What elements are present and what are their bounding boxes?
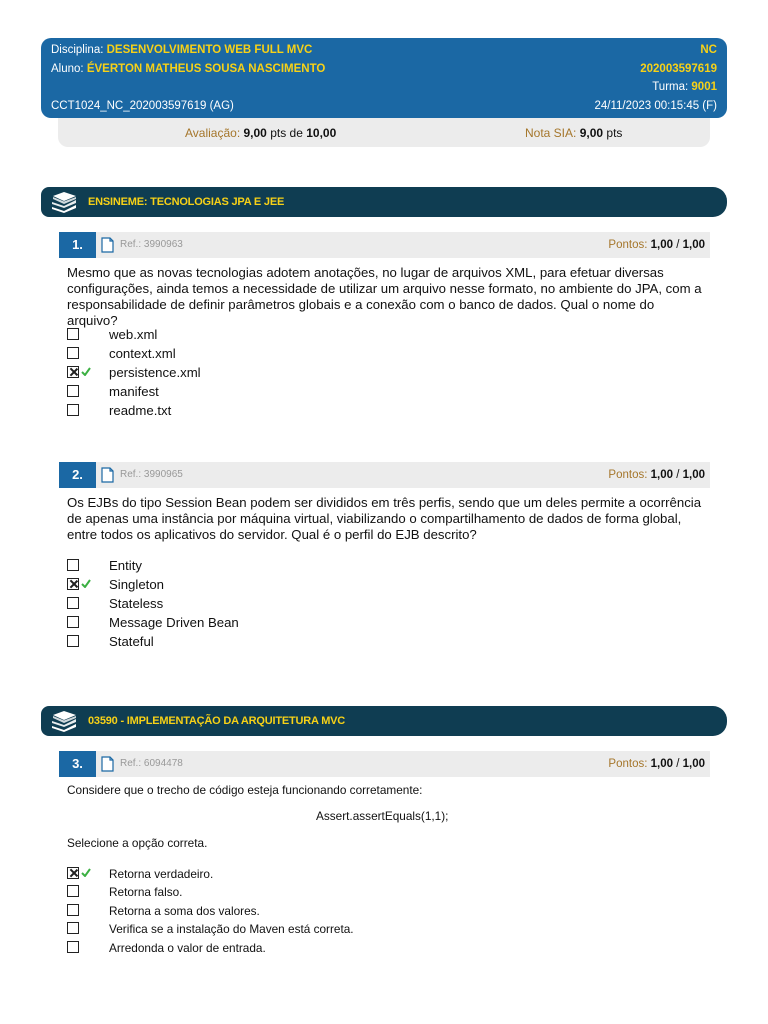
code-snippet: Assert.assertEquals(1,1);: [316, 809, 449, 823]
question-prompt: Selecione a opção correta.: [67, 836, 208, 850]
checkbox[interactable]: [67, 616, 79, 628]
checkbox[interactable]: [67, 941, 79, 953]
option-text: Stateful: [109, 634, 154, 649]
student-id: 202003597619: [640, 63, 717, 75]
sia-score-value: 9,00: [579, 126, 604, 140]
sia-label: Nota SIA:: [525, 126, 577, 140]
option-text: Verifica se a instalação do Maven está correta.: [109, 922, 354, 937]
checkbox-checked[interactable]: [67, 578, 79, 590]
student-label: Aluno:: [51, 63, 84, 75]
question-number: 1.: [59, 232, 96, 258]
correct-check-icon: [81, 367, 91, 376]
checkbox[interactable]: [67, 328, 79, 340]
question-number: 3.: [59, 751, 96, 777]
section-header: [41, 187, 727, 217]
books-icon: [49, 710, 79, 732]
course-code: CCT1024_NC_202003597619 (AG): [51, 100, 234, 112]
checkbox[interactable]: [67, 904, 79, 916]
points-label: Pontos:: [608, 239, 648, 251]
points-max: 1,00: [682, 469, 705, 481]
option-text: manifest: [109, 384, 159, 399]
header-row-student: [51, 63, 717, 75]
option-text: Singleton: [109, 577, 164, 592]
question-ref: Ref.: 3990965: [120, 469, 183, 480]
section-title: 03590 - IMPLEMENTAÇÃO DA ARQUITETURA MVC: [88, 715, 346, 727]
student-name: ÉVERTON MATHEUS SOUSA NASCIMENTO: [86, 63, 326, 75]
evaluation-score: [185, 126, 336, 140]
header-row-course: [51, 100, 717, 112]
option-text: context.xml: [109, 346, 176, 361]
correct-check-icon: [81, 579, 91, 588]
checkbox[interactable]: [67, 559, 79, 571]
question-points: [608, 469, 705, 481]
points-sep: /: [676, 469, 680, 481]
option-text: Retorna a soma dos valores.: [109, 903, 260, 918]
exam-datetime: 24/11/2023 00:15:45 (F): [594, 100, 717, 112]
option-text: Arredonda o valor de entrada.: [109, 940, 266, 955]
sia-score: [525, 126, 622, 140]
section-header: [41, 706, 727, 736]
points-value: 1,00: [650, 469, 673, 481]
points-max: 1,00: [682, 758, 705, 770]
checkbox-checked[interactable]: [67, 366, 79, 378]
evaluation-score-value: 9,00: [243, 126, 267, 140]
option-text: Retorna verdadeiro.: [109, 867, 214, 881]
points-value: 1,00: [650, 758, 673, 770]
option-text: web.xml: [109, 327, 158, 342]
section-title: ENSINEME: TECNOLOGIAS JPA E JEE: [88, 196, 285, 208]
checkbox[interactable]: [67, 404, 79, 416]
option-text: Message Driven Bean: [109, 615, 239, 630]
discipline-label: Disciplina:: [51, 44, 104, 56]
turma-label: Turma:: [652, 81, 689, 93]
exam-header: [41, 38, 727, 118]
document-icon[interactable]: [101, 756, 114, 772]
points-sep: /: [676, 239, 680, 251]
sia-unit: pts: [606, 126, 623, 140]
discipline-name: DESENVOLVIMENTO WEB FULL MVC: [106, 44, 313, 56]
evaluation-label: Avaliação:: [185, 126, 241, 140]
option-text: Stateless: [109, 596, 164, 611]
checkbox[interactable]: [67, 635, 79, 647]
option-text: Retorna falso.: [109, 885, 183, 900]
question-ref: Ref.: 3990963: [120, 239, 183, 250]
evaluation-mid: pts de: [270, 126, 303, 140]
points-sep: /: [676, 758, 680, 770]
question-points: [608, 758, 705, 770]
option-text: readme.txt: [109, 403, 172, 418]
question-bar: [59, 462, 710, 488]
question-text: Os EJBs do tipo Session Bean podem ser divididos em três perfis, sendo que um deles permite a ocorrência de apenas uma instância por máquina virtual, viabilizando o compartilhamento de dados de forma global, entre todos os aplicativos do servidor. Qual é o perfil do EJB descrito?: [67, 495, 702, 542]
points-max: 1,00: [682, 239, 705, 251]
checkbox[interactable]: [67, 347, 79, 359]
points-label: Pontos:: [608, 758, 648, 770]
question-ref: Ref.: 6094478: [120, 758, 183, 769]
checkbox[interactable]: [67, 597, 79, 609]
books-icon: [49, 191, 79, 213]
question-points: [608, 239, 705, 251]
question-bar: [59, 751, 710, 777]
points-label: Pontos:: [608, 469, 648, 481]
evaluation-total: 10,00: [306, 126, 337, 140]
question-intro: Considere que o trecho de código esteja funcionando corretamente:: [67, 783, 423, 797]
question-bar: [59, 232, 710, 258]
correct-check-icon: [81, 868, 91, 877]
header-row-turma: [51, 81, 717, 93]
question-text: Mesmo que as novas tecnologias adotem anotações, no lugar de arquivos XML, para efetuar diversas configurações, ainda temos a necessidade de utilizar um arquivo nesse formato, no ambiente do JPA, com a responsabilidade de definir parâmetros globais e a conexão com o banco de dados. Qual o nome do arquivo?: [67, 265, 702, 328]
checkbox-checked[interactable]: [67, 867, 79, 879]
document-icon[interactable]: [101, 237, 114, 253]
points-value: 1,00: [650, 239, 673, 251]
evaluation-bar: [58, 118, 710, 147]
checkbox[interactable]: [67, 922, 79, 934]
question-number: 2.: [59, 462, 96, 488]
option-text: Entity: [109, 558, 142, 573]
checkbox[interactable]: [67, 385, 79, 397]
turma-value: 9001: [691, 81, 717, 93]
class-code: NC: [700, 44, 717, 56]
option-text: persistence.xml: [109, 365, 201, 380]
header-row-discipline: [51, 44, 717, 56]
document-icon[interactable]: [101, 467, 114, 483]
checkbox[interactable]: [67, 885, 79, 897]
